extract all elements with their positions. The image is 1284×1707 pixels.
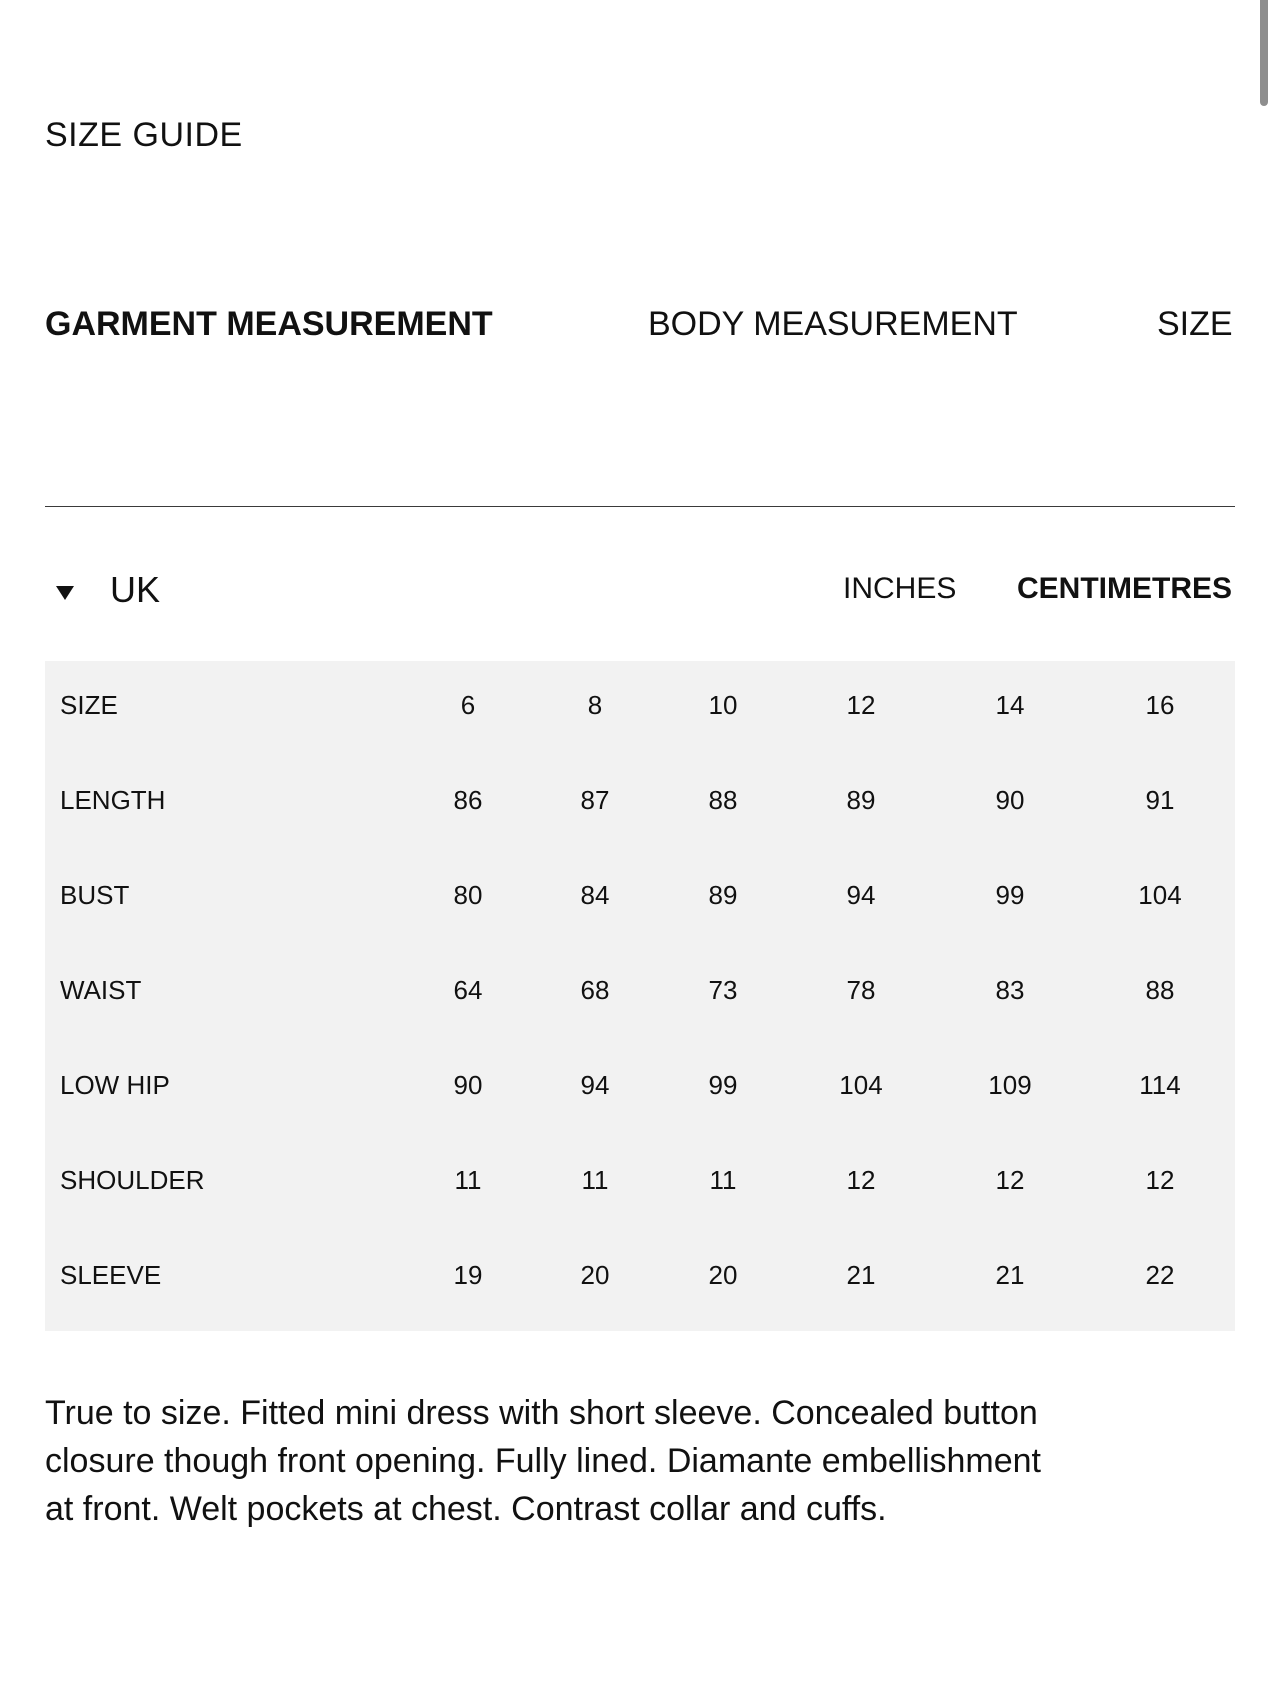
- table-cell: 84: [580, 880, 610, 910]
- table-cell: 78: [846, 975, 876, 1005]
- table-row: [45, 1253, 1235, 1297]
- table-cell: 22: [1145, 1260, 1175, 1290]
- table-cell: 19: [453, 1260, 483, 1290]
- table-cell: 80: [453, 880, 483, 910]
- table-cell: 89: [708, 880, 738, 910]
- table-cell: 90: [453, 1070, 483, 1100]
- row-label: LOW HIP: [60, 1070, 170, 1100]
- table-cell: 114: [1139, 1070, 1181, 1100]
- page-title: SIZE GUIDE: [45, 116, 243, 154]
- table-cell: 12: [1145, 1165, 1175, 1195]
- table-cell: 86: [453, 785, 483, 815]
- table-row: [45, 873, 1235, 917]
- table-cell: 88: [1145, 975, 1175, 1005]
- table-cell: 16: [1145, 690, 1175, 720]
- table-cell: 109: [988, 1070, 1032, 1100]
- size-table: [45, 661, 1235, 1331]
- table-row: [45, 683, 1235, 727]
- table-cell: 14: [995, 690, 1025, 720]
- unit-toggle-centimetres[interactable]: CENTIMETRES: [1017, 572, 1233, 605]
- tab-garment-measurement[interactable]: GARMENT MEASUREMENT: [45, 307, 493, 343]
- table-cell: 99: [708, 1070, 738, 1100]
- scrollbar[interactable]: [1260, 0, 1268, 106]
- table-cell: 99: [995, 880, 1025, 910]
- table-cell: 6: [460, 690, 476, 720]
- table-cell: 89: [846, 785, 876, 815]
- row-label: SHOULDER: [60, 1165, 205, 1195]
- table-cell: 21: [846, 1260, 876, 1290]
- table-cell: 104: [1138, 880, 1182, 910]
- table-cell: 21: [995, 1260, 1025, 1290]
- table-row: [45, 778, 1235, 822]
- table-cell: 64: [453, 975, 483, 1005]
- table-row: [45, 1063, 1235, 1107]
- table-cell: 8: [587, 690, 603, 720]
- table-cell: 88: [708, 785, 738, 815]
- table-cell: 11: [454, 1165, 482, 1195]
- row-label: WAIST: [60, 975, 142, 1005]
- table-row: [45, 968, 1235, 1012]
- table-cell: 104: [839, 1070, 883, 1100]
- table-cell: 12: [846, 690, 876, 720]
- table-cell: 20: [708, 1260, 738, 1290]
- table-cell: 87: [580, 785, 610, 815]
- unit-toggle-inches[interactable]: INCHES: [843, 572, 957, 605]
- table-cell: 94: [846, 880, 876, 910]
- row-label: LENGTH: [60, 785, 166, 815]
- row-label: BUST: [60, 880, 130, 910]
- table-cell: 12: [995, 1165, 1025, 1195]
- tab-size[interactable]: SIZE: [1157, 307, 1233, 343]
- table-cell: 20: [580, 1260, 610, 1290]
- caret-down-icon: [56, 586, 74, 600]
- table-cell: 91: [1145, 785, 1175, 815]
- row-label: SLEEVE: [60, 1260, 162, 1290]
- table-cell: 12: [846, 1165, 876, 1195]
- table-cell: 11: [581, 1165, 609, 1195]
- table-cell: 94: [580, 1070, 610, 1100]
- table-cell: 10: [708, 690, 738, 720]
- divider: [45, 506, 1235, 507]
- table-cell: 68: [580, 975, 610, 1005]
- region-dropdown[interactable]: [56, 568, 160, 612]
- table-row: [45, 1158, 1235, 1202]
- table-cell: 11: [709, 1165, 737, 1195]
- tab-body-measurement[interactable]: BODY MEASUREMENT: [648, 307, 1018, 343]
- product-description: True to size. Fitted mini dress with short sleeve. Concealed button closure though front opening. Fully lined. Diamante embellishment at front. Welt pockets at chest. Contrast collar and cuffs.: [45, 1394, 1041, 1528]
- table-cell: 83: [995, 975, 1025, 1005]
- table-cell: 90: [995, 785, 1025, 815]
- measurement-tabs: [45, 307, 1235, 347]
- table-cell: 73: [708, 975, 738, 1005]
- region-selected-value: UK: [110, 569, 161, 610]
- row-label: SIZE: [60, 690, 118, 720]
